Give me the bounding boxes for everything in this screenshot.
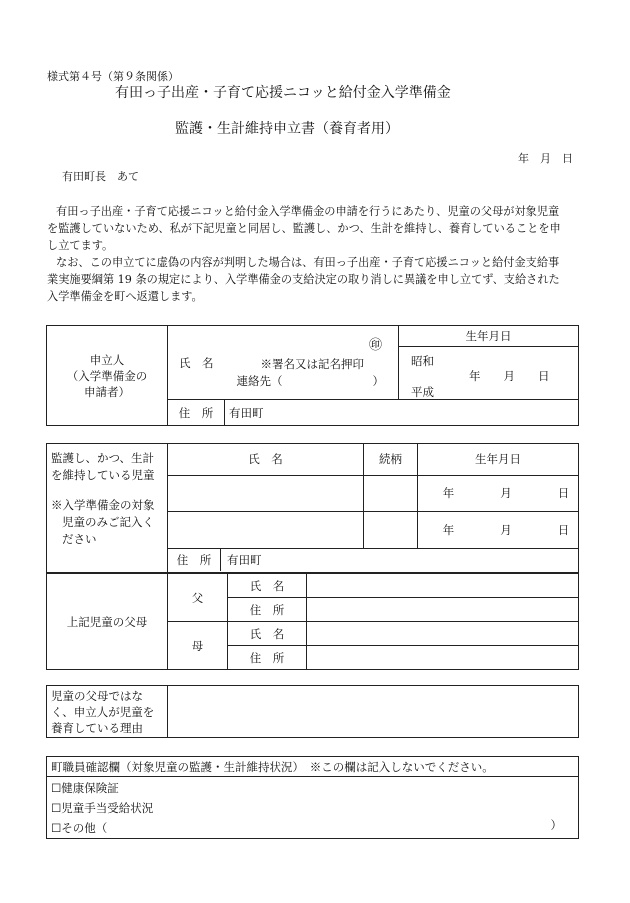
contact-label: 連絡先（	[236, 374, 283, 388]
p2-line: 入学準備金を町へ返還します。	[47, 290, 203, 303]
spacer	[51, 484, 163, 497]
reason-label-line: 児童の父母ではな	[51, 688, 143, 703]
form-title: 有田っ子出産・子育て応援ニコッと給付金入学準備金	[115, 85, 451, 101]
child-birth-field[interactable]: 年 月 日	[418, 475, 579, 511]
form-subtitle: 監護・生計維持申立書（養育者用）	[175, 121, 399, 137]
era-showa: 昭和	[411, 354, 434, 368]
children-label-line: ※入学準備金の対象	[51, 498, 155, 512]
applicant-label-line: 申立人	[89, 352, 125, 367]
p2-line: なお、この申立てに虚偽の内容が判明した場合は、有田っ子出産・子育て応援ニコッと給付金支給事	[56, 256, 560, 269]
reason-field[interactable]	[168, 686, 579, 738]
p1-line: を監護していないため、私が下記児童と同居し、監護し、かつ、生計を維持し、養育していることを申	[47, 222, 561, 235]
p1-line: し立てます。	[47, 239, 114, 252]
parents-label: 上記児童の父母	[47, 574, 168, 670]
birth-ymd: 年 月 日	[469, 369, 550, 383]
child-relation-header: 続柄	[364, 444, 418, 476]
father-label: 父	[168, 574, 228, 622]
father-address-field[interactable]	[307, 598, 579, 622]
applicant-address-field[interactable]: 有田町	[225, 400, 579, 426]
children-table	[46, 443, 579, 573]
name-label: 氏 名	[168, 326, 225, 400]
reason-label-line: 養育している理由	[51, 720, 143, 735]
child-name-header: 氏 名	[168, 444, 364, 476]
sign-note: ※署名又は記名押印	[260, 357, 364, 371]
staff-heading: 町職員確認欄（対象児童の監護・生計維持状況） ※この欄は記入しないでください。	[47, 757, 579, 777]
children-label-line: を維持している児童	[51, 468, 155, 482]
mother-name-field[interactable]	[307, 622, 579, 646]
mother-address-field[interactable]	[307, 646, 579, 670]
applicant-name-field[interactable]	[225, 326, 399, 400]
child-relation-field[interactable]	[364, 475, 418, 511]
birth-header: 生年月日	[399, 326, 578, 347]
children-label-line: ださい	[62, 532, 97, 546]
child-birth-field[interactable]: 年 月 日	[418, 512, 579, 548]
date-field: 年 月 日	[518, 152, 573, 165]
children-label-line: 児童のみご記入く	[62, 515, 154, 529]
applicant-birth-cell[interactable]	[399, 326, 579, 400]
children-label-bottom	[47, 548, 168, 572]
other-close: ）	[550, 818, 562, 832]
staff-checklist	[47, 777, 579, 839]
p1-line: 有田っ子出産・子育て応援ニコッと給付金入学準備金の申請を行うにあたり、児童の父母が対象児童	[56, 205, 560, 218]
mother-name-label: 氏 名	[228, 622, 307, 646]
child-birth-header: 生年月日	[418, 444, 579, 476]
checkbox-child-allowance[interactable]: ☐児童手当受給状況	[51, 800, 154, 815]
mother-address-label: 住 所	[228, 646, 307, 670]
child-relation-field[interactable]	[364, 512, 418, 548]
checkbox-other[interactable]: ☐その他（	[51, 820, 108, 835]
applicant-label-line: 申請者）	[84, 384, 130, 399]
child-address-label: 住 所	[168, 549, 221, 571]
addressee: 有田町長 あて	[62, 170, 139, 183]
father-name-field[interactable]	[307, 574, 579, 598]
paragraph-1	[47, 203, 561, 305]
child-name-field[interactable]	[168, 475, 364, 511]
checkbox-health-insurance[interactable]: ☐健康保険証	[51, 780, 119, 795]
reason-table	[46, 685, 579, 738]
address-label: 住 所	[168, 400, 225, 426]
child-name-field[interactable]	[168, 512, 364, 548]
staff-table	[46, 756, 579, 839]
children-label	[47, 444, 168, 549]
applicant-label-line: （入学準備金の	[66, 368, 148, 383]
reason-label	[47, 686, 168, 738]
applicant-table	[46, 325, 579, 426]
contact-close: ）	[372, 374, 384, 388]
reason-label-line: く、申立人が児童を	[51, 704, 155, 719]
p2-line: 業実施要綱第 19 条の規定により、入学準備金の支給決定の取り消しに異議を申し立てず、支給された	[47, 273, 560, 286]
seal-mark: ㊞	[368, 338, 382, 353]
form-number: 様式第４号（第９条関係）	[47, 70, 179, 83]
child-address-row[interactable]	[168, 548, 579, 572]
mother-label: 母	[168, 622, 228, 670]
father-name-label: 氏 名	[228, 574, 307, 598]
child-address-field: 有田町	[227, 553, 262, 567]
parents-table	[46, 573, 579, 670]
father-address-label: 住 所	[228, 598, 307, 622]
applicant-label	[47, 326, 168, 426]
children-label-line: 監護し、かつ、生計	[51, 451, 155, 465]
era-heisei: 平成	[411, 385, 434, 399]
